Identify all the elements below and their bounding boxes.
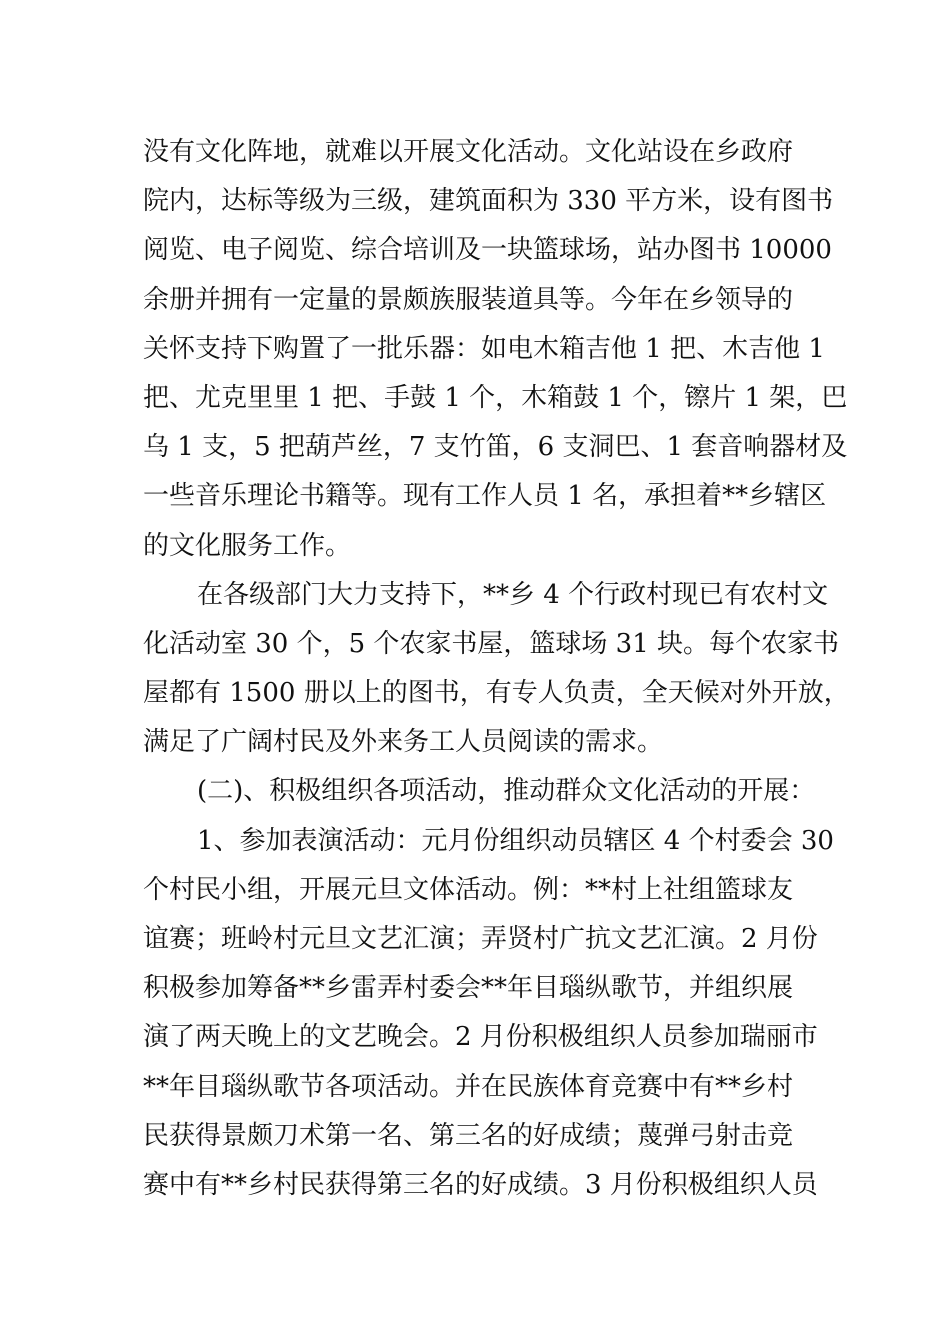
text-line: 赛中有**乡村民获得第三名的好成绩。3 月份积极组织人员: [143, 1169, 818, 1200]
section-heading: (二)、积极组织各项活动，推动群众文化活动的开展：: [197, 776, 816, 807]
text-line: 演了两天晚上的文艺晚会。2 月份积极组织人员参加瑞丽市: [143, 1022, 818, 1053]
text-line: 乌 1 支，5 把葫芦丝，7 支竹笛，6 支洞巴、1 套音响器材及: [143, 432, 848, 463]
text-line: 余册并拥有一定量的景颇族服装道具等。今年在乡领导的: [143, 284, 794, 315]
text-line: 把、尤克里里 1 把、手鼓 1 个，木箱鼓 1 个，镲片 1 架，巴: [143, 382, 848, 413]
text-line: 关怀支持下购置了一批乐器：如电木箱吉他 1 把、木吉他 1: [143, 333, 825, 364]
text-line: 民获得景颇刀术第一名、第三名的好成绩；蔑弹弓射击竞: [143, 1120, 794, 1151]
text-line: 阅览、电子阅览、综合培训及一块篮球场，站办图书 10000: [143, 235, 832, 266]
text-line: 院内，达标等级为三级，建筑面积为 330 平方米，设有图书: [143, 186, 834, 217]
text-line: 满足了广阔村民及外来务工人员阅读的需求。: [143, 727, 664, 758]
text-line: 的文化服务工作。: [143, 530, 352, 561]
text-line: 1、参加表演活动：元月份组织动员辖区 4 个村委会 30: [197, 825, 834, 856]
text-line: 个村民小组，开展元旦文体活动。例：**村上社组篮球友: [143, 874, 794, 905]
text-line: 谊赛；班岭村元旦文艺汇演；弄贤村广抗文艺汇演。2 月份: [143, 924, 818, 954]
text-line: 在各级部门大力支持下，**乡 4 个行政村现已有农村文: [197, 579, 829, 610]
text-line: **年目瑙纵歌节各项活动。并在民族体育竞赛中有**乡村: [143, 1071, 794, 1102]
text-line: 屋都有 1500 册以上的图书，有专人负责，全天候对外开放，: [143, 678, 850, 709]
text-line: 一些音乐理论书籍等。现有工作人员 1 名，承担着**乡辖区: [143, 481, 827, 512]
text-line: 积极参加筹备**乡雷弄村委会**年目瑙纵歌节，并组织展: [143, 973, 794, 1004]
text-line: 没有文化阵地，就难以开展文化活动。文化站设在乡政府: [143, 137, 794, 167]
body-text: [143, 128, 850, 1210]
text-line: 化活动室 30 个，5 个农家书屋，篮球场 31 块。每个农家书: [143, 628, 840, 659]
